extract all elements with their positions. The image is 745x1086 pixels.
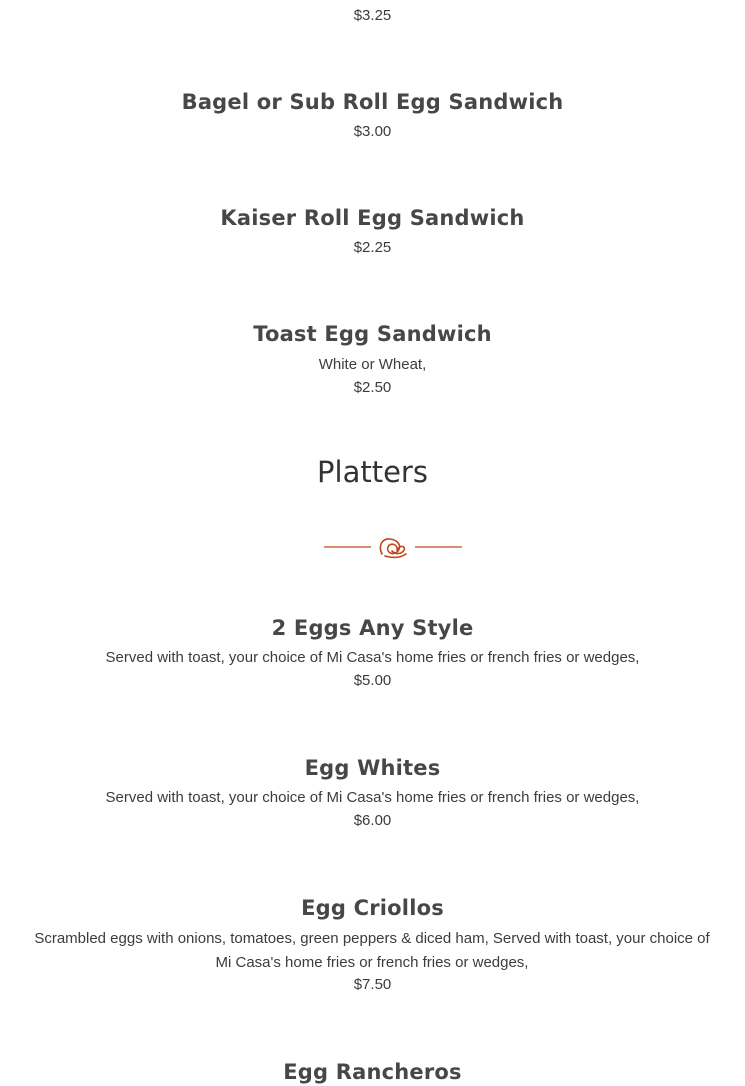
menu-item-description: Served with toast, your choice of Mi Casa's home fries or french fries or wedges,	[105, 789, 640, 806]
menu-item-name: Egg Criollos	[301, 896, 444, 920]
menu-item-name: Egg Whites	[304, 756, 441, 780]
menu-item-price: $3.00	[353, 123, 392, 140]
swirl-ornament-icon	[322, 532, 464, 562]
menu-item-price: $7.50	[353, 976, 392, 993]
menu-item-price: $2.50	[353, 379, 392, 396]
menu-item-name: 2 Eggs Any Style	[271, 616, 474, 640]
menu-item-name: Egg Rancheros	[283, 1060, 462, 1084]
menu-item-name: Bagel or Sub Roll Egg Sandwich	[181, 90, 564, 114]
menu-item-description: Served with toast, your choice of Mi Casa's home fries or french fries or wedges,	[105, 649, 640, 666]
menu-item-price: $5.00	[353, 672, 392, 689]
menu-item-description: White or Wheat,	[318, 356, 427, 373]
menu-item-name: Kaiser Roll Egg Sandwich	[220, 206, 525, 230]
menu-item-price: $6.00	[353, 812, 392, 829]
menu-item-price: $2.25	[353, 239, 392, 256]
menu-item-price: $3.25	[353, 7, 392, 24]
menu-item-description: Scrambled eggs with onions, tomatoes, green peppers & diced ham, Served with toast, your choice of Mi Casa's home fries or french fries or wedges,	[34, 930, 710, 971]
menu-item-name: Toast Egg Sandwich	[253, 322, 492, 346]
section-title: Platters	[317, 455, 428, 489]
